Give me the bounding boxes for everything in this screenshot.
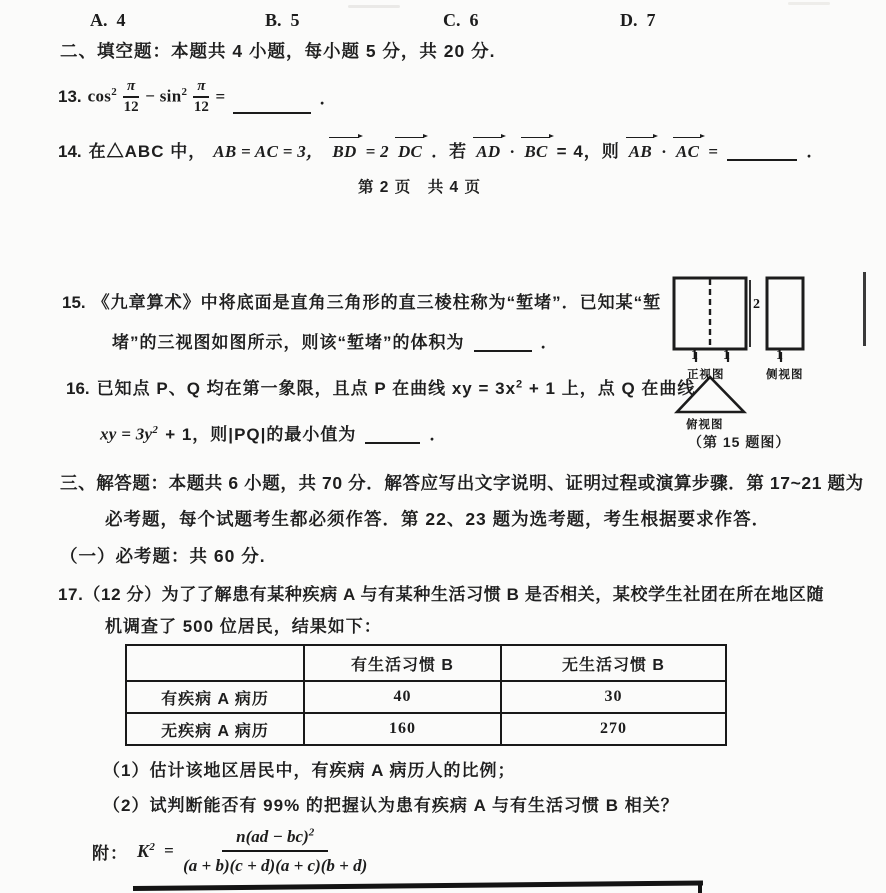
answer-blank-13 bbox=[233, 98, 311, 114]
q13-equals: = bbox=[215, 86, 226, 106]
q14-vector-bd: BD bbox=[332, 142, 357, 161]
formula-numerator: n(ad − bc)$^2$ bbox=[222, 826, 328, 852]
q14-text-ruo: ．若 bbox=[431, 142, 468, 161]
question-17-part1: （1）估计该地区居民中，有疾病 A 病历人的比例； bbox=[103, 761, 516, 780]
front-view-label: 正视图 bbox=[687, 369, 725, 381]
compulsory-subsection-heading: （一）必考题：共 60 分. bbox=[60, 546, 266, 566]
cell-yes-no: 30 bbox=[501, 681, 726, 713]
q14-vector-ab: AB bbox=[628, 142, 653, 161]
q14-text-1: 在△ABC 中， bbox=[88, 142, 207, 161]
question-16-line1 bbox=[66, 374, 695, 399]
question-16-number: 16. bbox=[66, 379, 90, 398]
option-c bbox=[443, 10, 479, 31]
table-header-habit-yes: 有生活习惯 B bbox=[304, 645, 501, 681]
option-d-value: 7 bbox=[646, 10, 656, 30]
next-table-corner bbox=[698, 882, 702, 893]
scan-smudge bbox=[788, 2, 830, 5]
three-view-figure bbox=[660, 270, 886, 456]
answer-blank-14 bbox=[727, 145, 797, 161]
scan-smudge bbox=[348, 5, 400, 8]
q15-period: ． bbox=[540, 333, 559, 352]
q14-vector-ad: AD bbox=[476, 142, 501, 161]
next-table-top-border bbox=[133, 881, 703, 891]
fig15-side-dim: 1 bbox=[776, 348, 783, 363]
q13-sin-term: − $\sin^2$ bbox=[145, 86, 188, 106]
option-b-value: 5 bbox=[290, 10, 300, 30]
fig15-front-dim-right: 1 bbox=[723, 348, 730, 363]
page-footer: 第 2 页 共 4 页 bbox=[358, 179, 481, 196]
fig15-front-dim-left: 1 bbox=[691, 348, 698, 363]
q14-vector-ac: AC bbox=[676, 142, 700, 161]
q14-dot-1: · bbox=[509, 142, 516, 161]
q13-period: ． bbox=[319, 89, 338, 108]
solve-section-heading-line2: 必考题，每个试题考生都必须作答．第 22、23 题为选考题，考生根据要求作答． bbox=[105, 509, 771, 529]
question-14 bbox=[58, 136, 824, 162]
formula-fraction bbox=[183, 826, 367, 877]
answer-blank-15 bbox=[474, 336, 532, 352]
question-13-number: 13. bbox=[58, 86, 82, 106]
option-d-letter: D. bbox=[620, 10, 638, 30]
table-row bbox=[126, 713, 726, 745]
fig15-height-dim: 2 bbox=[753, 297, 760, 312]
question-15-line2 bbox=[112, 328, 559, 353]
question-17-line2: 机调查了 500 位居民，结果如下： bbox=[105, 617, 382, 636]
figure-caption: （第 15 题图） bbox=[688, 434, 791, 450]
question-13 bbox=[58, 78, 337, 115]
fill-in-section-heading: 二、填空题：本题共 4 小题，每小题 5 分，共 20 分. bbox=[60, 41, 496, 61]
option-a-letter: A. bbox=[90, 10, 108, 30]
answer-blank-16 bbox=[365, 428, 420, 444]
question-15-line1 bbox=[62, 288, 661, 313]
question-17-part2: （2）试判断能否有 99% 的把握认为患有疾病 A 与有生活习惯 B 相关？ bbox=[103, 796, 679, 815]
q14-vector-dc: DC bbox=[397, 142, 423, 161]
k-squared-formula bbox=[92, 826, 367, 877]
q14-period: ． bbox=[806, 142, 825, 161]
question-14-number: 14. bbox=[58, 142, 82, 161]
q14-vector-bc: BC bbox=[524, 142, 548, 161]
q14-eq-2: = 2 bbox=[365, 142, 389, 161]
cell-no-yes: 160 bbox=[304, 713, 501, 745]
row-disease-no-label: 无疾病 A 病历 bbox=[126, 713, 304, 745]
table-header-habit-no: 无生活习惯 B bbox=[501, 645, 726, 681]
q16-curve-2: xy = $3y^2$ bbox=[100, 424, 159, 444]
q14-ab-ac: AB = AC = 3， bbox=[213, 142, 324, 161]
formula-equals: = bbox=[164, 841, 175, 861]
table-header-row bbox=[126, 645, 726, 681]
table-header-empty bbox=[126, 645, 304, 681]
side-view-rect bbox=[767, 278, 803, 349]
formula-prefix: 附： bbox=[92, 843, 128, 863]
question-16-line2 bbox=[100, 420, 447, 445]
cell-yes-yes: 40 bbox=[304, 681, 501, 713]
option-c-value: 6 bbox=[469, 10, 479, 30]
option-b-letter: B. bbox=[265, 10, 282, 30]
q16-text-2: + 1，则|PQ|的最小值为 bbox=[165, 425, 357, 444]
q13-fraction-2: $\frac{\pi}{12}$ bbox=[193, 77, 209, 115]
question-15-number: 15. bbox=[62, 293, 86, 312]
top-view-label: 俯视图 bbox=[686, 419, 724, 431]
option-a bbox=[90, 10, 126, 31]
q16-text-1: 已知点 P、Q 均在第一象限，且点 P 在曲线 xy = $3x^2 + 1$ 上，点 Q 在曲线 bbox=[96, 378, 696, 398]
option-b bbox=[265, 10, 300, 31]
solve-section-heading-line1: 三、解答题：本题共 6 小题，共 70 分．解答应写出文字说明、证明过程或演算步骤．第 17~21 题为 bbox=[60, 473, 864, 493]
cell-no-no: 270 bbox=[501, 713, 726, 745]
q15-text-1: 《九章算术》中将底面是直角三角形的直三棱柱称为“堑堵”．已知某“堑 bbox=[92, 293, 662, 312]
q14-text-ze: = 4，则 bbox=[556, 142, 620, 161]
table-row bbox=[126, 681, 726, 713]
contingency-table bbox=[125, 644, 727, 746]
q14-equals: = bbox=[708, 142, 719, 161]
question-17-line1: 17.（12 分）为了了解患有某种疾病 A 与有某种生活习惯 B 是否相关，某校学生社团在所在地区随 bbox=[58, 585, 825, 604]
row-disease-yes-label: 有疾病 A 病历 bbox=[126, 681, 304, 713]
q16-period: ． bbox=[429, 425, 448, 444]
formula-denominator: (a + b)(c + d)(a + c)(b + d) bbox=[183, 856, 368, 876]
option-c-letter: C. bbox=[443, 10, 461, 30]
option-a-value: 4 bbox=[116, 10, 126, 30]
q15-text-2: 堵”的三视图如图所示，则该“堑堵”的体积为 bbox=[112, 333, 465, 352]
q13-fraction-1: $\frac{\pi}{12}$ bbox=[123, 77, 139, 115]
option-d bbox=[620, 10, 656, 31]
formula-k-term: $K^2$ bbox=[137, 840, 156, 861]
q13-cos-term: $\cos^2$ bbox=[87, 86, 118, 106]
scan-edge-line bbox=[863, 272, 866, 346]
q14-dot-2: · bbox=[661, 142, 668, 161]
side-view-label: 侧视图 bbox=[766, 369, 804, 381]
